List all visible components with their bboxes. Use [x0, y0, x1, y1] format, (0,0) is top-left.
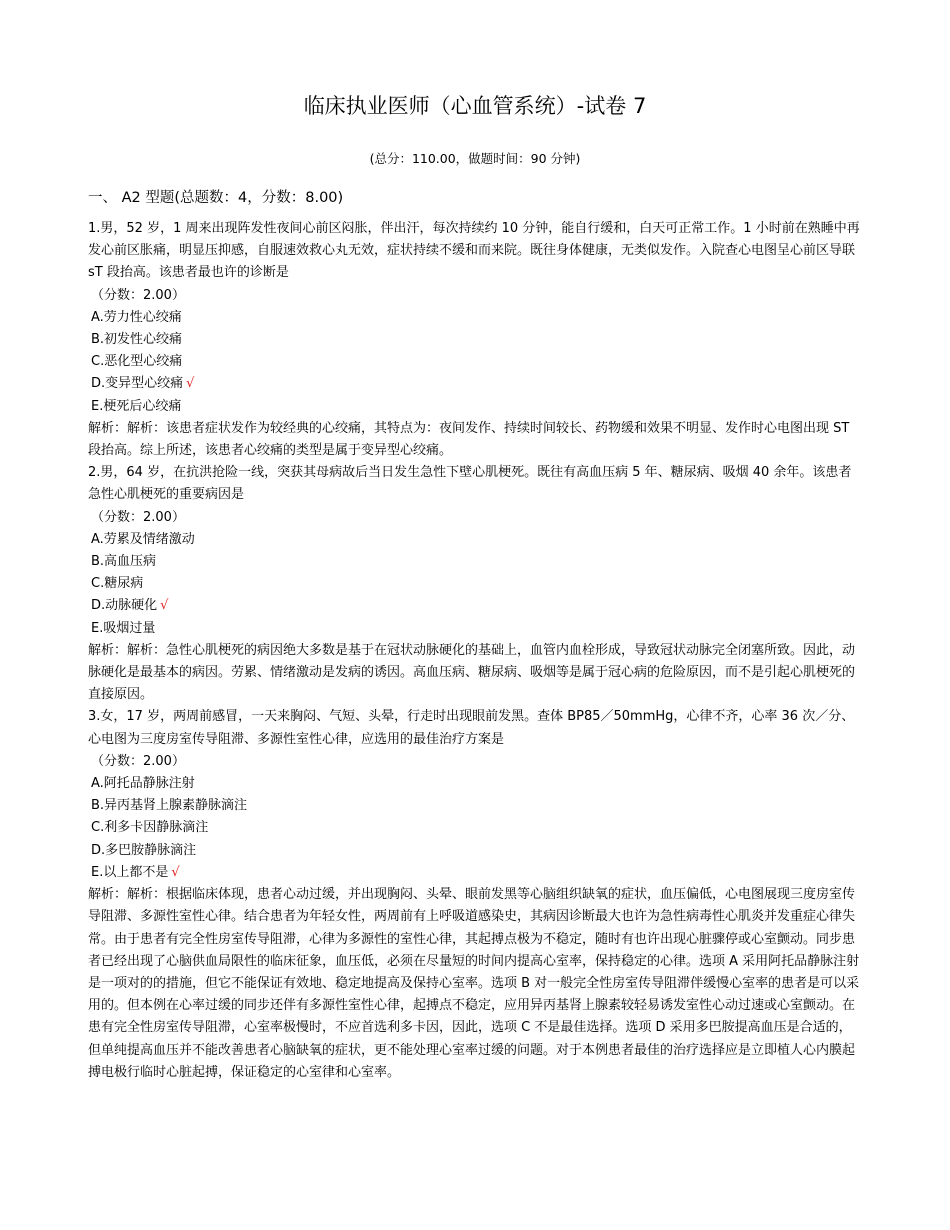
option-b: B.高血压病	[91, 554, 157, 570]
option-a: A.阿托品静脉注射	[91, 776, 195, 792]
option-a: A.劳累及情绪激动	[91, 531, 195, 547]
question-3	[88, 706, 862, 1083]
option-c: C.糖尿病	[91, 576, 144, 592]
questions-content	[88, 218, 862, 1084]
document-title: 临床执业医师（心血管系统）-试卷 7	[303, 94, 647, 118]
question-2	[88, 462, 862, 706]
option-e: E.以上都不是 √	[91, 864, 180, 880]
correct-check-mark: √	[171, 864, 180, 880]
option-e: E.梗死后心绞痛	[91, 398, 182, 414]
question-stem: 2.男，64 岁，在抗洪抢险一线，突获其母病故后当日发生急性下壁心肌梗死。既往有高血压病 5 年、糖尿病、吸烟 40 余年。该患者急性心肌梗死的重要病因是	[88, 465, 852, 503]
option-d: D.变异型心绞痛 √	[91, 376, 195, 392]
option-b: B.异丙基肾上腺素静脉滴注	[91, 798, 248, 814]
correct-check-mark: √	[160, 598, 169, 614]
correct-check-mark: √	[186, 376, 195, 392]
option-e: E.吸烟过量	[91, 620, 156, 636]
option-c: C.利多卡因静脉滴注	[91, 820, 209, 836]
question-score: （分数：2.00）	[91, 509, 185, 525]
question-1	[88, 218, 862, 462]
question-score: （分数：2.00）	[91, 287, 185, 303]
question-stem: 3.女，17 岁，两周前感冒，一天来胸闷、气短、头晕，行走时出现眼前发黑。查体 BP85／50mmHg，心律不齐，心率 36 次／分、心电图为三度房室传导阻滞、多源性室性心律，应选用的最佳治疗方案是	[88, 709, 855, 747]
question-analysis: 解析：解析：急性心肌梗死的病因绝大多数是基于在冠状动脉硬化的基础上，血管内血栓形成，导致冠状动脉完全闭塞所致。因此，动脉硬化是最基本的病因。劳累、情绪激动是发病的诱因。高血压病、糖尿病、吸烟等是属于冠心病的危险原因，而不是引起心肌梗死的直接原因。	[88, 642, 856, 703]
option-d: D.多巴胺静脉滴注	[91, 842, 197, 858]
option-c: C.恶化型心绞痛	[91, 354, 183, 370]
question-analysis: 解析：解析：该患者症状发作为较经典的心绞痛，其特点为：夜间发作、持续时间较长、药物缓和效果不明显、发作时心电图出现 ST 段抬高。综上所述，该患者心绞痛的类型是属于变异型心绞痛。	[88, 420, 850, 459]
option-a: A.劳力性心绞痛	[91, 309, 182, 325]
question-score: （分数：2.00）	[91, 753, 185, 769]
document-subtitle: (总分：110.00，做题时间：90 分钟)	[369, 151, 581, 166]
question-stem: 1.男，52 岁，1 周来出现阵发性夜间心前区闷胀，伴出汗，每次持续约 10 分钟，能自行缓和，白天可正常工作。1 小时前在熟睡中再发心前区胀痛，明显压抑感，自服速效救心丸无效，症状持续不缓和而来院。既往身体健康，无类似发作。入院查心电图呈心前区导联 sT 段抬高。该患者最也许的诊断是	[88, 221, 860, 281]
question-analysis: 解析：解析：根据临床体现，患者心动过缓，并出现胸闷、头晕、眼前发黑等心脑组织缺氧的症状，血压偏低，心电图展现三度房室传导阻滞、多源性室性心律。结合患者为年轻女性，两周前有上呼吸道感染史，其病因诊断最大也许为急性病毒性心肌炎并发重症心律失常。由于患者有完全性房室传导阻滞，心律为多源性的室性心律，其起搏点极为不稳定，随时有也许出现心脏骤停或心室颤动。同步患者已经出现了心脑供血局限性的临床征象，血压低，必须在尽量短的时间内提高心室率，保持稳定的心律。选项 A 采用阿托品静脉注射是一项对的的措施，但它不能保证有效地、稳定地提高及保持心室率。选项 B 对一般完全性房室传导阻滞伴缓慢心室率的患者是可以采用的。但本例在心率过缓的同步还伴有多源性室性心律，起搏点不稳定，应用异丙基肾上腺素较轻易诱发室性心动过速或心室颤动。在患有完全性房室传导阻滞，心室率极慢时，不应首选利多卡因，因此，选项 C 不是最佳选择。选项 D 采用多巴胺提高血压是合适的，但单纯提高血压并不能改善患者心脑缺氧的症状，更不能处理心室率过缓的问题。对于本例患者最佳的治疗选择应是立即植人心内膜起搏电极行临时心脏起搏，保证稳定的心室律和心室率。	[88, 887, 860, 1080]
option-b: B.初发性心绞痛	[91, 332, 183, 348]
section-heading: 一、 A2 型题(总题数：4，分数：8.00)	[88, 190, 344, 206]
option-d: D.动脉硬化 √	[91, 598, 169, 614]
